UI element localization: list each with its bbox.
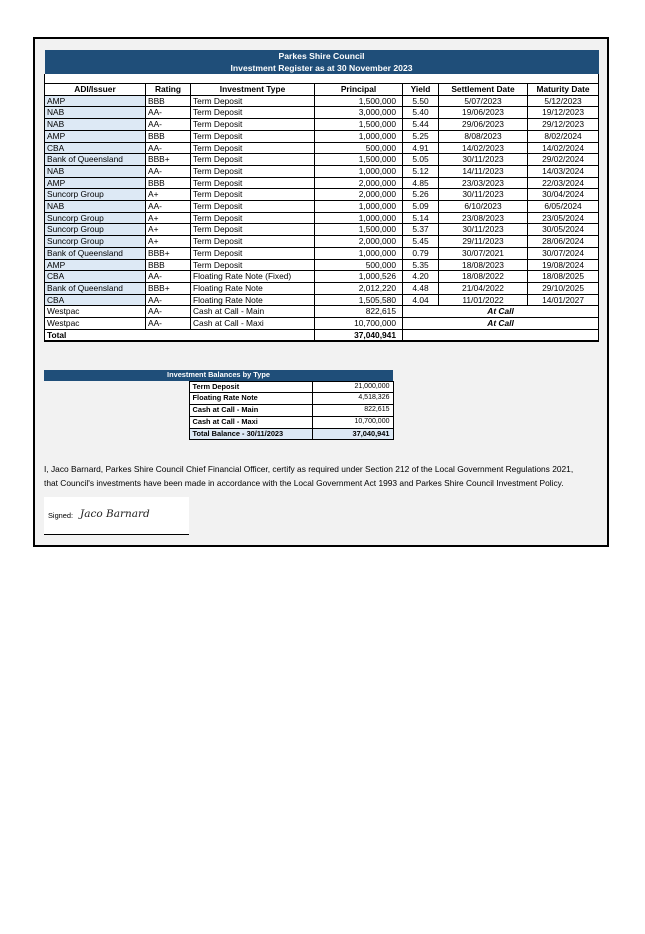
cell-type: Term Deposit: [191, 236, 315, 248]
balance-value: 21,000,000: [312, 381, 393, 393]
cell-yield: 5.14: [403, 212, 439, 224]
cell-maturity: 8/02/2024: [528, 130, 599, 142]
cell-issuer: NAB: [45, 165, 146, 177]
col-header-yield: Yield: [403, 84, 439, 96]
balance-value: 822,615: [312, 405, 393, 417]
cell-issuer: Bank of Queensland: [45, 154, 146, 166]
table-row: [45, 154, 599, 166]
cell-type: Floating Rate Note (Fixed): [191, 271, 315, 283]
col-header-type: Investment Type: [191, 84, 315, 96]
cell-principal: 1,000,000: [315, 212, 403, 224]
cell-maturity: 5/12/2023: [528, 95, 599, 107]
cell-settlement: 14/02/2023: [439, 142, 528, 154]
cell-maturity: 28/06/2024: [528, 236, 599, 248]
col-header-maturity: Maturity Date: [528, 84, 599, 96]
cell-issuer: Westpac: [45, 318, 146, 330]
balance-row: [44, 416, 393, 428]
balance-total-row: [44, 428, 393, 440]
cell-maturity: 29/12/2023: [528, 119, 599, 131]
cell-type: Term Deposit: [191, 107, 315, 119]
cell-principal: 3,000,000: [315, 107, 403, 119]
cell-settlement: 8/08/2023: [439, 130, 528, 142]
cell-type: Floating Rate Note: [191, 294, 315, 306]
cell-type: Term Deposit: [191, 119, 315, 131]
cell-type: Term Deposit: [191, 247, 315, 259]
cell-settlement: 23/03/2023: [439, 177, 528, 189]
cell-yield: 0.79: [403, 247, 439, 259]
cell-maturity: 19/08/2024: [528, 259, 599, 271]
cell-issuer: Suncorp Group: [45, 189, 146, 201]
cell-settlement: 6/10/2023: [439, 201, 528, 213]
cell-yield: 4.04: [403, 294, 439, 306]
cell-principal: 1,500,000: [315, 154, 403, 166]
balance-value: 10,700,000: [312, 416, 393, 428]
cell-principal: 1,500,000: [315, 95, 403, 107]
cell-type: Term Deposit: [191, 212, 315, 224]
cell-maturity: 19/12/2023: [528, 107, 599, 119]
cell-yield: 5.50: [403, 95, 439, 107]
cell-yield: 4.20: [403, 271, 439, 283]
cell-issuer: CBA: [45, 142, 146, 154]
cell-maturity: 29/02/2024: [528, 154, 599, 166]
cell-type: Cash at Call - Maxi: [191, 318, 315, 330]
cell-principal: 10,700,000: [315, 318, 403, 330]
cell-yield: 4.85: [403, 177, 439, 189]
cell-settlement: 18/08/2023: [439, 259, 528, 271]
balance-row: [44, 381, 393, 393]
table-row: [45, 294, 599, 306]
balance-total-value: 37,040,941: [312, 428, 393, 440]
cell-type: Term Deposit: [191, 259, 315, 271]
table-row: [45, 107, 599, 119]
cell-maturity: 30/04/2024: [528, 189, 599, 201]
cell-settlement: 5/07/2023: [439, 95, 528, 107]
cell-maturity: 14/02/2024: [528, 142, 599, 154]
cell-yield: 5.44: [403, 119, 439, 131]
cell-principal: 2,012,220: [315, 282, 403, 294]
cell-issuer: NAB: [45, 201, 146, 213]
cell-rating: BBB+: [146, 247, 191, 259]
table-row: [45, 236, 599, 248]
cell-settlement: 23/08/2023: [439, 212, 528, 224]
total-blank: [403, 329, 599, 341]
cell-rating: AA-: [146, 294, 191, 306]
table-row: [45, 259, 599, 271]
cell-type: Term Deposit: [191, 224, 315, 236]
cell-principal: 2,000,000: [315, 189, 403, 201]
cell-rating: A+: [146, 212, 191, 224]
table-row: [45, 247, 599, 259]
cell-at-call: At Call: [403, 306, 599, 318]
cell-rating: AA-: [146, 271, 191, 283]
cell-principal: 1,505,580: [315, 294, 403, 306]
cell-principal: 1,000,000: [315, 130, 403, 142]
cell-yield: 5.05: [403, 154, 439, 166]
cell-settlement: 30/11/2023: [439, 154, 528, 166]
cell-settlement: 30/11/2023: [439, 189, 528, 201]
cell-yield: 4.91: [403, 142, 439, 154]
balance-pad: [44, 416, 189, 428]
cell-type: Floating Rate Note: [191, 282, 315, 294]
cell-maturity: 22/03/2024: [528, 177, 599, 189]
table-row: [45, 119, 599, 131]
col-header-principal: Principal: [315, 84, 403, 96]
table-row: [45, 271, 599, 283]
balance-row: [44, 405, 393, 417]
cell-maturity: 29/10/2025: [528, 282, 599, 294]
cell-maturity: 14/03/2024: [528, 165, 599, 177]
col-header-settlement: Settlement Date: [439, 84, 528, 96]
total-label: Total: [45, 329, 315, 341]
cell-rating: BBB: [146, 130, 191, 142]
cell-issuer: Bank of Queensland: [45, 247, 146, 259]
cell-settlement: 30/07/2021: [439, 247, 528, 259]
cell-rating: A+: [146, 189, 191, 201]
cell-rating: AA-: [146, 107, 191, 119]
cell-type: Term Deposit: [191, 95, 315, 107]
signature-name: Jaco Barnard: [80, 508, 150, 520]
cell-type: Term Deposit: [191, 177, 315, 189]
cell-type: Term Deposit: [191, 189, 315, 201]
cell-type: Cash at Call - Main: [191, 306, 315, 318]
balance-pad: [44, 428, 189, 440]
balance-pad: [44, 393, 189, 405]
cell-issuer: Suncorp Group: [45, 236, 146, 248]
cell-rating: BBB+: [146, 282, 191, 294]
balance-label: Floating Rate Note: [189, 393, 312, 405]
total-row: [45, 329, 599, 341]
balance-pad: [44, 381, 189, 393]
table-row: [45, 189, 599, 201]
cell-yield: 5.40: [403, 107, 439, 119]
col-header-rating: Rating: [146, 84, 191, 96]
table-row: [45, 177, 599, 189]
balances-title: Investment Balances by Type: [44, 370, 393, 381]
cell-rating: AA-: [146, 165, 191, 177]
balance-pad: [44, 405, 189, 417]
cell-maturity: 14/01/2027: [528, 294, 599, 306]
cell-at-call: At Call: [403, 318, 599, 330]
cell-principal: 500,000: [315, 259, 403, 271]
cell-issuer: AMP: [45, 130, 146, 142]
cell-maturity: 30/07/2024: [528, 247, 599, 259]
table-row: [45, 318, 599, 330]
cell-yield: 5.45: [403, 236, 439, 248]
cell-issuer: Westpac: [45, 306, 146, 318]
balance-row: [44, 393, 393, 405]
cell-rating: BBB+: [146, 154, 191, 166]
cell-rating: AA-: [146, 306, 191, 318]
signed-label: Signed:: [48, 511, 74, 520]
table-row: [45, 142, 599, 154]
cell-rating: A+: [146, 236, 191, 248]
table-row: [45, 130, 599, 142]
certification-text: I, Jaco Barnard, Parkes Shire Council Chief Financial Officer, certify as required under Section 212 of the Local Government Regulations 2021, that Council's investments have been made in accordance with the Local Government Act 1993 and Parkes Shire Council Investment Policy.: [44, 464, 574, 488]
cell-settlement: 14/11/2023: [439, 165, 528, 177]
balance-label: Cash at Call - Main: [189, 405, 312, 417]
cell-issuer: AMP: [45, 177, 146, 189]
cell-settlement: 29/11/2023: [439, 236, 528, 248]
cell-principal: 1,500,000: [315, 224, 403, 236]
register-subtitle: Investment Register as at 30 November 2023: [45, 62, 599, 74]
cell-issuer: AMP: [45, 95, 146, 107]
cell-settlement: 18/08/2022: [439, 271, 528, 283]
cell-settlement: 11/01/2022: [439, 294, 528, 306]
cell-principal: 1,000,000: [315, 247, 403, 259]
table-row: [45, 95, 599, 107]
cell-settlement: 19/06/2023: [439, 107, 528, 119]
spacer: [45, 74, 599, 84]
cell-issuer: NAB: [45, 119, 146, 131]
table-row: [45, 165, 599, 177]
cell-issuer: NAB: [45, 107, 146, 119]
table-row: [45, 282, 599, 294]
cell-type: Term Deposit: [191, 201, 315, 213]
cell-principal: 1,500,000: [315, 119, 403, 131]
cell-rating: BBB: [146, 259, 191, 271]
balance-label: Term Deposit: [189, 381, 312, 393]
cell-issuer: CBA: [45, 271, 146, 283]
balance-total-label: Total Balance - 30/11/2023: [189, 428, 312, 440]
cell-rating: AA-: [146, 119, 191, 131]
cell-yield: 4.48: [403, 282, 439, 294]
balance-label: Cash at Call - Maxi: [189, 416, 312, 428]
cell-issuer: Bank of Queensland: [45, 282, 146, 294]
cell-settlement: 29/06/2023: [439, 119, 528, 131]
table-row: [45, 224, 599, 236]
cell-rating: AA-: [146, 201, 191, 213]
cell-type: Term Deposit: [191, 130, 315, 142]
investment-register-table: [44, 50, 599, 342]
balance-value: 4,518,326: [312, 393, 393, 405]
cell-settlement: 21/04/2022: [439, 282, 528, 294]
cell-maturity: 30/05/2024: [528, 224, 599, 236]
total-value: 37,040,941: [315, 329, 403, 341]
cell-principal: 1,000,000: [315, 165, 403, 177]
cell-issuer: CBA: [45, 294, 146, 306]
table-row: [45, 212, 599, 224]
cell-yield: 5.09: [403, 201, 439, 213]
cell-issuer: Suncorp Group: [45, 212, 146, 224]
council-title: Parkes Shire Council: [45, 50, 599, 62]
cell-yield: 5.25: [403, 130, 439, 142]
cell-yield: 5.35: [403, 259, 439, 271]
cell-rating: AA-: [146, 142, 191, 154]
cell-principal: 500,000: [315, 142, 403, 154]
cell-yield: 5.12: [403, 165, 439, 177]
cell-rating: AA-: [146, 318, 191, 330]
cell-type: Term Deposit: [191, 165, 315, 177]
cell-settlement: 30/11/2023: [439, 224, 528, 236]
cell-maturity: 23/05/2024: [528, 212, 599, 224]
col-header-issuer: ADI/Issuer: [45, 84, 146, 96]
cell-issuer: AMP: [45, 259, 146, 271]
cell-principal: 2,000,000: [315, 177, 403, 189]
column-headers: [45, 84, 599, 96]
cell-yield: 5.37: [403, 224, 439, 236]
cell-yield: 5.26: [403, 189, 439, 201]
cell-principal: 822,615: [315, 306, 403, 318]
cell-principal: 1,000,526: [315, 271, 403, 283]
cell-rating: BBB: [146, 177, 191, 189]
signature-box: [44, 497, 189, 535]
cell-type: Term Deposit: [191, 154, 315, 166]
cell-maturity: 6/05/2024: [528, 201, 599, 213]
cell-rating: A+: [146, 224, 191, 236]
cell-principal: 1,000,000: [315, 201, 403, 213]
cell-type: Term Deposit: [191, 142, 315, 154]
table-row: [45, 201, 599, 213]
balances-by-type-table: [44, 370, 394, 440]
table-row: [45, 306, 599, 318]
cell-principal: 2,000,000: [315, 236, 403, 248]
cell-rating: BBB: [146, 95, 191, 107]
cell-issuer: Suncorp Group: [45, 224, 146, 236]
cell-maturity: 18/08/2025: [528, 271, 599, 283]
